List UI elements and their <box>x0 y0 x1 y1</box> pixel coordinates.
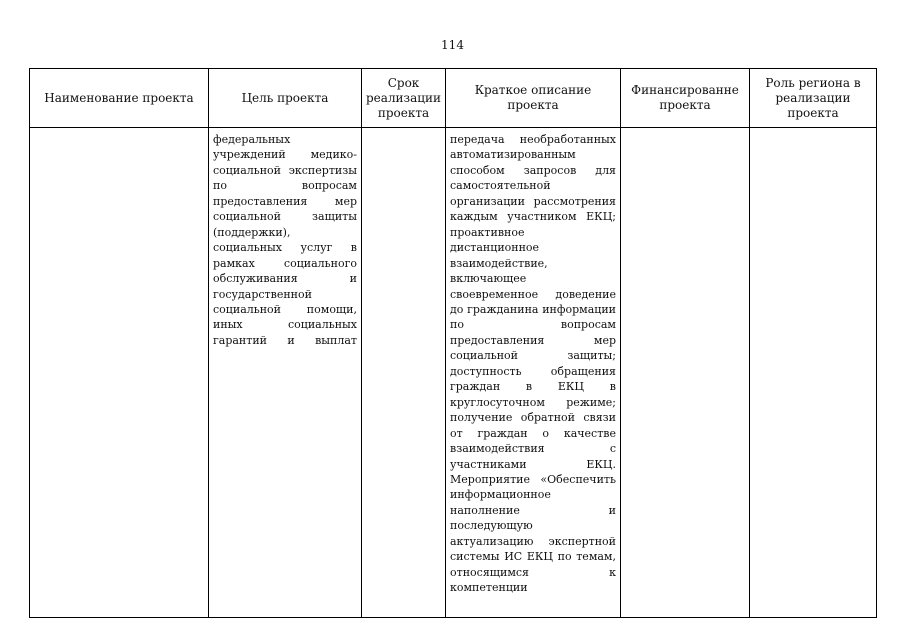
description-line: каждым участником ЕКЦ; <box>450 210 616 224</box>
goal-line: гарантий и выплат <box>213 333 357 347</box>
description-line: организации рассмотрения <box>450 194 616 208</box>
description-line: своевременное доведение <box>450 287 616 301</box>
project-table <box>29 68 877 618</box>
description-line: от граждан о качестве <box>450 426 616 440</box>
goal-line: социальной помощи, <box>213 302 357 316</box>
description-line: включающее <box>450 272 527 286</box>
description-line: проактивное <box>450 225 525 239</box>
description-line: информационное <box>450 488 551 502</box>
goal-line: (поддержки), <box>213 225 291 239</box>
goal-line: предоставления мер <box>213 194 357 208</box>
cell-project-name <box>30 128 209 618</box>
table-row <box>30 128 877 618</box>
goal-line: федеральных <box>213 133 291 146</box>
description-line: дистанционное <box>450 241 540 255</box>
goal-line: по вопросам <box>213 179 357 193</box>
description-line: круглосуточном режиме; <box>450 395 616 409</box>
description-line: предоставления мер <box>450 333 616 347</box>
goal-line: государственной <box>213 287 312 301</box>
goal-line: социальной экспертизы <box>213 163 357 177</box>
description-line: относящимся к <box>450 565 616 579</box>
description-line: получение обратной связи <box>450 411 616 425</box>
description-line: самостоятельной <box>450 179 551 193</box>
header-project-goal: Цель проекта <box>209 69 362 128</box>
description-line: по вопросам <box>450 318 616 332</box>
description-line: взаимодействие, <box>450 256 548 270</box>
goal-line: учреждений медико- <box>213 148 357 162</box>
cell-project-description <box>446 128 621 618</box>
goal-line: рамках социального <box>213 256 357 270</box>
table-header-row <box>30 69 877 128</box>
cell-project-term <box>362 128 446 618</box>
header-project-description: Краткое описание проекта <box>446 69 621 128</box>
goal-line: обслуживания и <box>213 272 357 286</box>
description-line: граждан в ЕКЦ в <box>450 380 616 394</box>
description-line: социальной защиты; <box>450 349 616 363</box>
description-line: Мероприятие «Обеспечить <box>450 472 616 486</box>
description-line: взаимодействия с <box>450 442 616 456</box>
header-project-financing: Финансированне проекта <box>621 69 750 128</box>
description-line: доступность обращения <box>450 364 616 378</box>
cell-project-financing <box>621 128 750 618</box>
header-region-role: Роль региона в реализации проекта <box>750 69 877 128</box>
description-line: автоматизированным <box>450 148 576 162</box>
goal-text <box>209 128 361 348</box>
goal-line: социальной защиты <box>213 210 357 224</box>
header-project-name: Наименование проекта <box>30 69 209 128</box>
description-line: наполнение и <box>450 503 616 517</box>
cell-region-role <box>750 128 877 618</box>
goal-line: социальных услуг в <box>213 241 357 255</box>
description-line: передача необработанных <box>450 133 616 146</box>
header-project-term: Срок реализации проекта <box>362 69 446 128</box>
cell-project-goal <box>209 128 362 618</box>
description-line: компетенции <box>450 581 528 595</box>
description-line: системы ИС ЕКЦ по темам, <box>450 550 616 564</box>
description-line: способом запросов для <box>450 163 616 177</box>
goal-line: иных социальных <box>213 318 357 332</box>
description-line: актуализацию экспертной <box>450 534 616 548</box>
description-line: участниками ЕКЦ. <box>450 457 616 471</box>
description-text <box>446 128 620 596</box>
description-line: последующую <box>450 519 533 533</box>
description-line: до гражданина информации <box>450 302 616 316</box>
page-number: 114 <box>441 38 464 52</box>
